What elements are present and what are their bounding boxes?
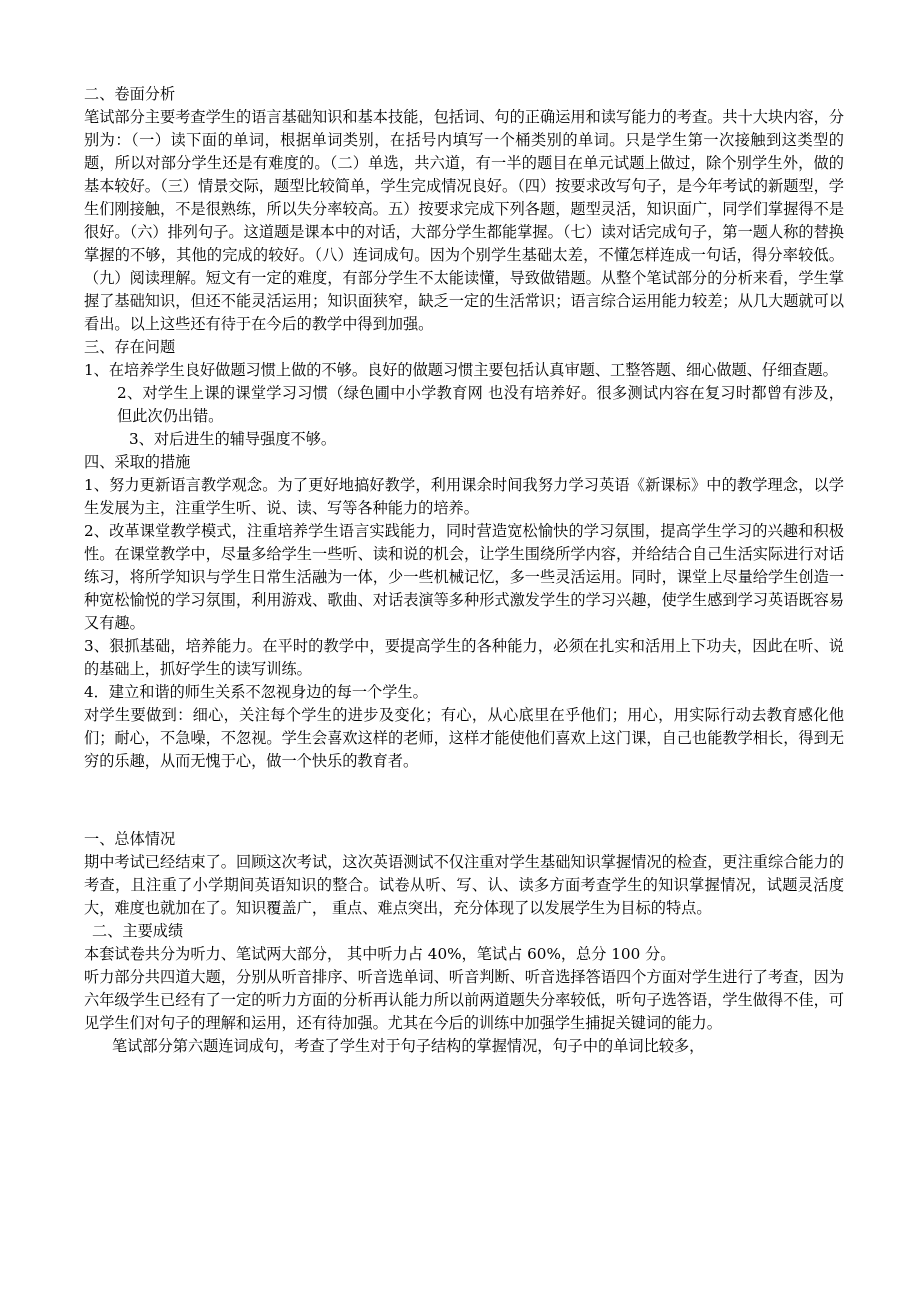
achievements-line-2: 听力部分共四道大题，分别从听音排序、听音选单词、听音判断、听音选择答语四个方面对学生进行了考查，因为六年级学生已经有了一定的听力方面的分析再认能力所以前两道题失分率较低，听句子选答语，学生做得不佳，可见学生们对句子的理解和运用，还有待加强。尤其在今后的训练中加强学生捕捉关键词的能力。	[84, 968, 844, 1032]
measure-item-4: 4．建立和谐的师生关系不忽视身边的每一个学生。	[84, 683, 428, 701]
problem-item-3: 3、对后进生的辅导强度不够。	[129, 430, 337, 448]
problem-item-2: 2、对学生上课的课堂学习习惯（绿色圃中小学教育网 也没有培养好。很多测试内容在复习时都曾有涉及，但此次仍出错。	[117, 384, 844, 425]
achievements-line-3: 笔试部分第六题连词成句，考查了学生对于句子结构的掌握情况，句子中的单词比较多，	[112, 1037, 705, 1055]
section-heading-achievements: 二、主要成绩	[92, 922, 184, 940]
measure-item-2: 2、改革课堂教学模式，注重培养学生语言实践能力，同时营造宽松愉快的学习氛围，提高学生学习的兴趣和积极性。在课堂教学中，尽量多给学生一些听、读和说的机会，让学生围绕所学内容，并给结合自己生活实际进行对话练习，将所学知识与学生日常生活融为一体，少一些机械记忆，多一些灵活运用。同时，课堂上尽量给学生创造一种宽松愉悦的学习氛围，利用游戏、歌曲、对话表演等多种形式激发学生的学习兴趣，使学生感到学习英语既容易又有趣。	[84, 522, 844, 632]
section-heading-exam-analysis: 二、卷面分析	[84, 85, 176, 103]
problem-item-1: 1、在培养学生良好做题习惯上做的不够。良好的做题习惯主要包括认真审题、工整答题、细心做题、仔细查题。	[84, 361, 838, 379]
measure-item-3: 3、狠抓基础，培养能力。在平时的教学中，要提高学生的各种能力，必须在扎实和活用上下功夫，因此在听、说的基础上，抓好学生的读写训练。	[84, 637, 844, 678]
section-heading-overall: 一、总体情况	[84, 830, 176, 848]
section-heading-problems: 三、存在问题	[84, 338, 176, 356]
achievements-line-1: 本套试卷共分为听力、笔试两大部分， 其中听力占 40%，笔试占 60%，总分 100 分。	[84, 945, 676, 963]
measure-body: 对学生要做到：细心，关注每个学生的进步及变化；有心，从心底里在乎他们；用心，用实际行动去教育感化他们；耐心，不急噪，不忽视。学生会喜欢这样的老师，这样才能使他们喜欢上这门课，自己也能教学相长，得到无穷的乐趣，从而无愧于心，做一个快乐的教育者。	[84, 706, 844, 770]
section-heading-measures: 四、采取的措施	[84, 453, 191, 471]
overall-body: 期中考试已经结束了。回顾这次考试，这次英语测试不仅注重对学生基础知识掌握情况的检查，更注重综合能力的考查，且注重了小学期间英语知识的整合。试卷从听、写、认、读多方面考查学生的知识掌握情况，试题灵活度大，难度也就加在了。知识覆盖广， 重点、难点突出，充分体现了以发展学生为目标的特点。	[84, 853, 844, 917]
document-page	[84, 83, 844, 1058]
measure-item-1: 1、努力更新语言教学观念。为了更好地搞好教学，利用课余时间我努力学习英语《新课标》中的教学理念，以学生发展为主，注重学生听、说、读、写等各种能力的培养。	[84, 476, 844, 517]
exam-analysis-body: 笔试部分主要考查学生的语言基础知识和基本技能，包括词、句的正确运用和读写能力的考查。共十大块内容，分别为：（一）读下面的单词，根据单词类别，在括号内填写一个桶类别的单词。只是学生第一次接触到这类型的题，所以对部分学生还是有难度的。（二）单选，共六道，有一半的题目在单元试题上做过，除个别学生外，做的基本较好。（三）情景交际，题型比较简单，学生完成情况良好。（四）按要求改写句子，是今年考试的新题型，学生们刚接触，不是很熟练，所以失分率较高。五）按要求完成下列各题，题型灵活，知识面广，同学们掌握得不是很好。（六）排列句子。这道题是课本中的对话，大部分学生都能掌握。（七）读对话完成句子，第一题人称的替换掌握的不够，其他的完成的较好。（八）连词成句。因为个别学生基础太差，不懂怎样连成一句话，得分率较低。（九）阅读理解。短文有一定的难度，有部分学生不太能读懂，导致做错题。从整个笔试部分的分析来看，学生掌握了基础知识，但还不能灵活运用；知识面狭窄，缺乏一定的生活常识；语言综合运用能力较差；从几大题就可以看出。以上这些还有待于在今后的教学中得到加强。	[84, 108, 844, 333]
section-gap	[84, 773, 844, 828]
